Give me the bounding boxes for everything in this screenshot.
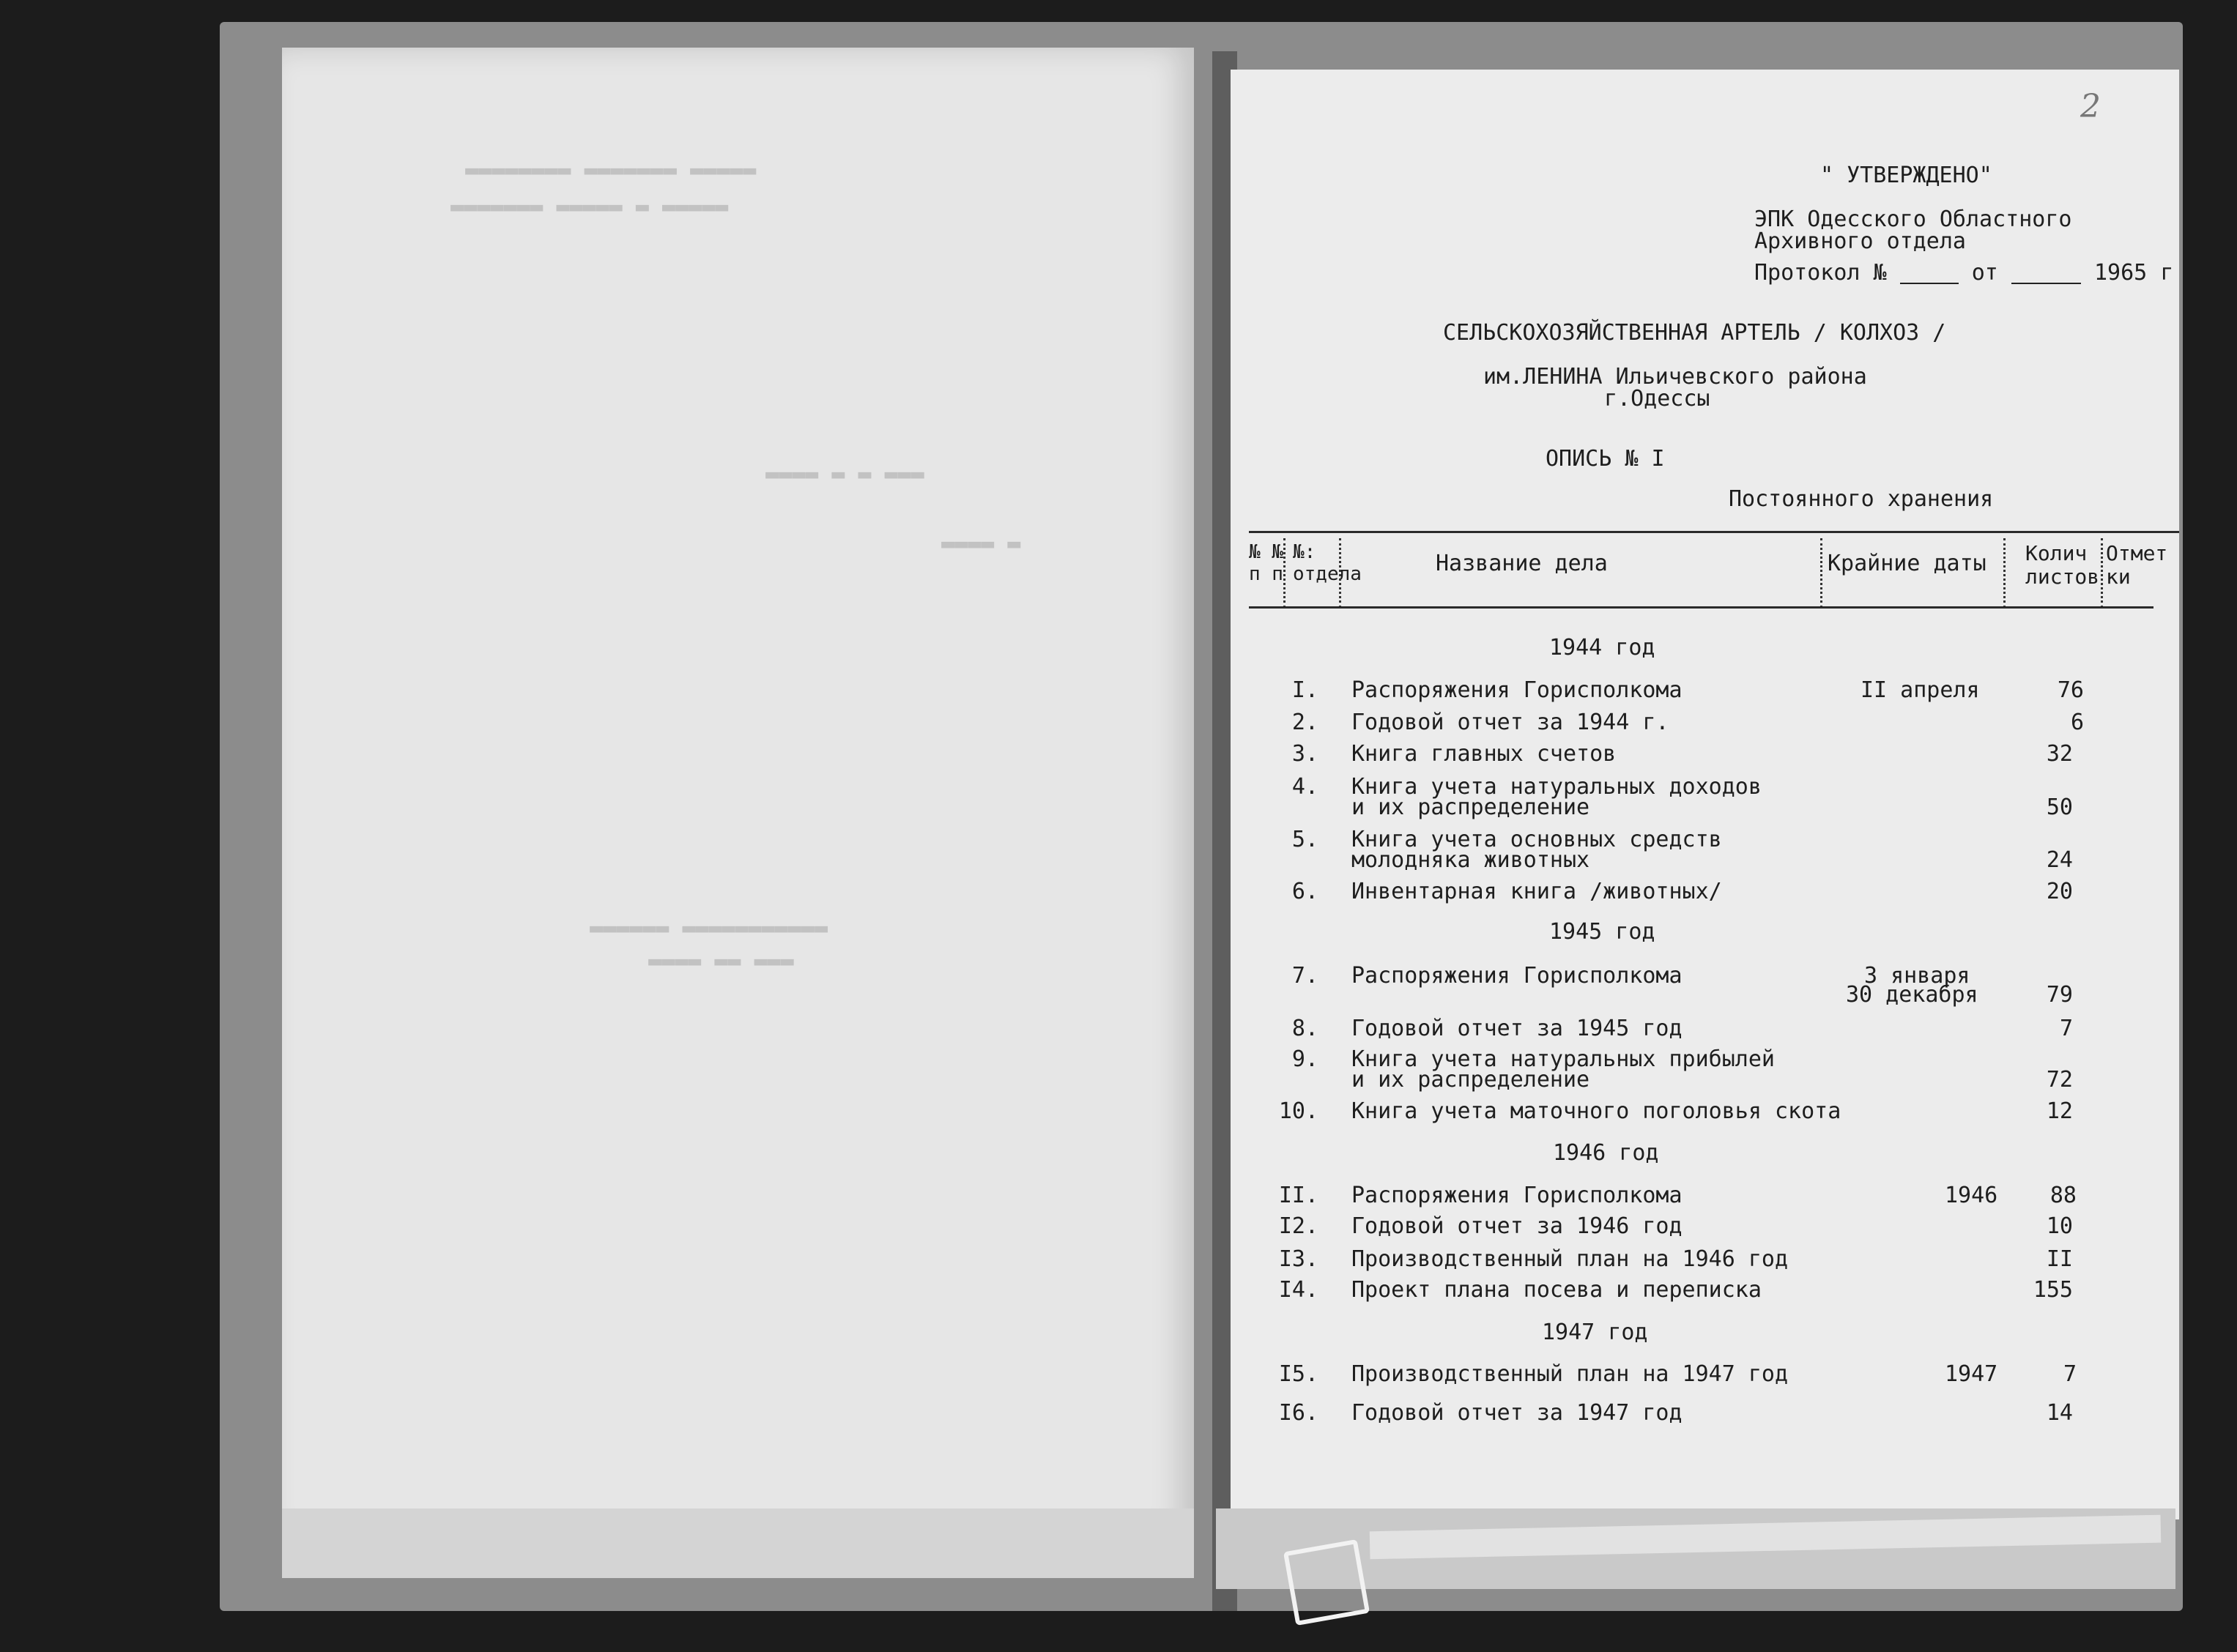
row-number: 8. — [1291, 1016, 1318, 1041]
col-divider — [1339, 538, 1341, 608]
string-tie — [1283, 1539, 1370, 1626]
storage-type: Постоянного хранения — [1729, 486, 1994, 512]
row-number: I5. — [1278, 1361, 1318, 1387]
row-number: 6. — [1291, 879, 1318, 904]
protocol-prefix: Протокол № — [1754, 260, 1887, 286]
row-quantity: 7 — [2063, 1361, 2077, 1387]
row-title: Проект плана посева и переписка — [1351, 1277, 1762, 1303]
row-quantity: 14 — [2046, 1400, 2073, 1426]
row-quantity: 79 — [2046, 982, 2073, 1008]
row-number: 4. — [1291, 774, 1318, 800]
row-number: I4. — [1278, 1277, 1318, 1303]
bleed-through-text: ▬▬▬▬▬▬▬▬▬▬▬ ▬▬▬▬▬▬ — [590, 915, 828, 941]
row-dates: 1947 — [1945, 1361, 1998, 1387]
row-dates: 3 января — [1864, 963, 1970, 989]
protocol-from: от — [1971, 260, 1998, 286]
organization-city: г.Одессы — [1604, 386, 1710, 412]
row-dates: 1946 — [1945, 1183, 1998, 1208]
col-divider — [2101, 538, 2103, 608]
row-number: I. — [1291, 677, 1318, 703]
left-blank-page — [282, 48, 1194, 1541]
row-number: I6. — [1278, 1400, 1318, 1426]
organization-name: им.ЛЕНИНА Ильичевского района — [1483, 364, 1867, 390]
col-divider — [2003, 538, 2006, 608]
row-number: II. — [1278, 1183, 1318, 1208]
row-number: 7. — [1291, 963, 1318, 989]
col-number: № № п п — [1249, 541, 1283, 585]
approval-stamp: " УТВЕРЖДЕНО" — [1820, 163, 1992, 188]
row-title: Производственный план на 1947 год — [1351, 1361, 1789, 1387]
row-title: Книга учета натуральных доходов — [1351, 774, 1762, 800]
row-number: 2. — [1291, 710, 1318, 735]
row-quantity: 12 — [2046, 1098, 2073, 1124]
row-quantity: 76 — [2057, 677, 2084, 703]
year-heading: 1946 год — [1553, 1140, 1659, 1166]
table-header-rule — [1249, 606, 2153, 609]
bleed-through-text: ▬▬▬ ▬▬ ▬▬▬▬ — [648, 948, 794, 974]
row-number: 10. — [1278, 1098, 1318, 1124]
row-quantity: 7 — [2059, 1016, 2073, 1041]
row-dates: II апреля — [1861, 677, 1980, 703]
row-quantity: 6 — [2070, 710, 2084, 735]
year-heading: 1945 год — [1549, 919, 1655, 945]
row-quantity: 72 — [2046, 1067, 2073, 1093]
row-title: Книга учета основных средств — [1351, 827, 1722, 852]
row-title: Годовой отчет за 1944 г. — [1351, 710, 1669, 735]
row-quantity: II — [2046, 1246, 2073, 1272]
row-dates-end: 30 декабря — [1846, 982, 1978, 1008]
col-title: Название дела — [1436, 551, 1608, 576]
col-divider — [1283, 538, 1286, 608]
protocol-line — [1754, 262, 2173, 284]
protocol-year: 1965 г — [2094, 260, 2174, 286]
row-title: Распоряжения Горисполкома — [1351, 963, 1683, 989]
epk-line-2: Архивного отдела — [1754, 228, 1966, 254]
bleed-through-text: ▬▬▬▬▬ ▬▬▬▬▬▬▬ ▬▬▬▬▬▬▬▬ — [465, 157, 757, 183]
row-quantity: 155 — [2033, 1277, 2073, 1303]
row-quantity: 32 — [2046, 741, 2073, 767]
row-quantity: 24 — [2046, 847, 2073, 873]
row-quantity: 50 — [2046, 795, 2073, 820]
row-number: I3. — [1278, 1246, 1318, 1272]
col-section: №: отдела — [1293, 541, 1362, 585]
row-title: Производственный план на 1946 год — [1351, 1246, 1789, 1272]
row-number: I2. — [1278, 1213, 1318, 1239]
row-number: 9. — [1291, 1046, 1318, 1072]
row-quantity: 88 — [2049, 1183, 2077, 1208]
col-divider — [1820, 538, 1822, 608]
row-title: Инвентарная книга /животных/ — [1351, 879, 1722, 904]
row-title: Книга главных счетов — [1351, 741, 1617, 767]
row-quantity: 20 — [2046, 879, 2073, 904]
inventory-title: ОПИСЬ № I — [1546, 446, 1665, 472]
bleed-through-text: ▬▬▬ ▬ ▬ ▬▬▬▬ — [765, 461, 924, 487]
row-title: Годовой отчет за 1946 год — [1351, 1213, 1683, 1239]
row-title: Годовой отчет за 1947 год — [1351, 1400, 1683, 1426]
protocol-number-blank — [1900, 282, 1959, 284]
left-page-edge — [282, 1508, 1194, 1578]
row-title: Книга учета маточного поголовья скота — [1351, 1098, 1841, 1124]
col-quantity: Колич листов — [2025, 541, 2100, 589]
row-number: 5. — [1291, 827, 1318, 852]
row-number: 3. — [1291, 741, 1318, 767]
row-title: Распоряжения Горисполкома — [1351, 1183, 1683, 1208]
col-notes: Отмет ки — [2106, 541, 2168, 589]
row-title: Распоряжения Горисполкома — [1351, 677, 1683, 703]
organization-title: СЕЛЬСКОХОЗЯЙСТВЕННАЯ АРТЕЛЬ / КОЛХОЗ / — [1443, 320, 1946, 346]
row-title: Книга учета натуральных прибылей — [1351, 1046, 1775, 1072]
protocol-date-blank — [2011, 282, 2081, 284]
row-quantity: 10 — [2046, 1213, 2073, 1239]
epk-line-1: ЭПК Одесского Областного — [1754, 206, 2072, 232]
row-title-cont: молодняка животных — [1351, 847, 1590, 873]
row-title: Годовой отчет за 1945 год — [1351, 1016, 1683, 1041]
year-heading: 1944 год — [1549, 635, 1655, 661]
year-heading: 1947 год — [1542, 1320, 1648, 1345]
col-dates: Крайние даты — [1828, 551, 1986, 576]
bleed-through-text: ▬ ▬▬▬▬ — [941, 531, 1021, 557]
row-title-cont: и их распределение — [1351, 795, 1590, 820]
bleed-through-text: ▬▬▬▬▬ ▬ ▬▬▬▬▬ ▬▬▬▬▬▬▬ — [450, 194, 729, 220]
table-top-rule — [1249, 531, 2179, 533]
page-number: 2 — [2080, 88, 2101, 125]
row-title-cont: и их распределение — [1351, 1067, 1590, 1093]
